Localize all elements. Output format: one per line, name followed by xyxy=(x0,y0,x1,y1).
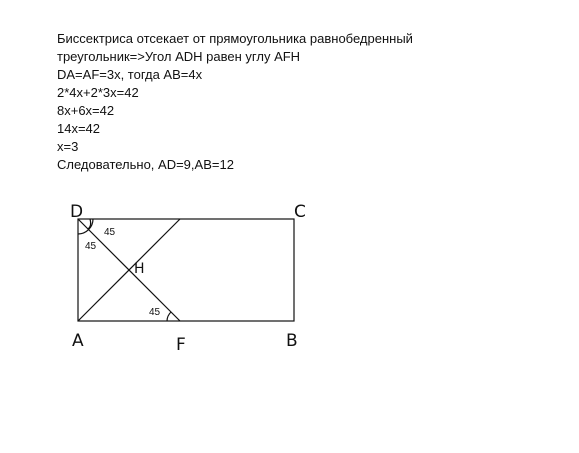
vertex-label-a: A xyxy=(72,331,84,351)
solution-line-4: 2*4x+2*3x=42 xyxy=(57,85,139,100)
angle-label-f: 45 xyxy=(149,307,161,318)
vertex-label-c: C xyxy=(294,202,306,222)
solution-line-3: DA=AF=3x, тогда AB=4x xyxy=(57,67,203,82)
solution-line-8: Следовательно, AD=9,AB=12 xyxy=(57,157,234,172)
solution-line-7: x=3 xyxy=(57,139,79,154)
vertex-label-d: D xyxy=(70,202,84,222)
solution-line-6: 14x=42 xyxy=(57,121,101,136)
angle-arc-f xyxy=(167,312,171,321)
angle-label-d-lower: 45 xyxy=(85,241,97,252)
intersection-label-h: H xyxy=(134,261,145,277)
solution-line-5: 8x+6x=42 xyxy=(57,103,115,118)
angle-label-d-upper: 45 xyxy=(104,227,116,238)
vertex-label-b: B xyxy=(286,331,298,351)
vertex-label-f: F xyxy=(176,335,186,355)
solution-line-2: треугольник=>Угол ADH равен углу AFH xyxy=(57,49,301,64)
solution-line-1: Биссектриса отсекает от прямоугольника равнобедренный xyxy=(57,31,413,46)
